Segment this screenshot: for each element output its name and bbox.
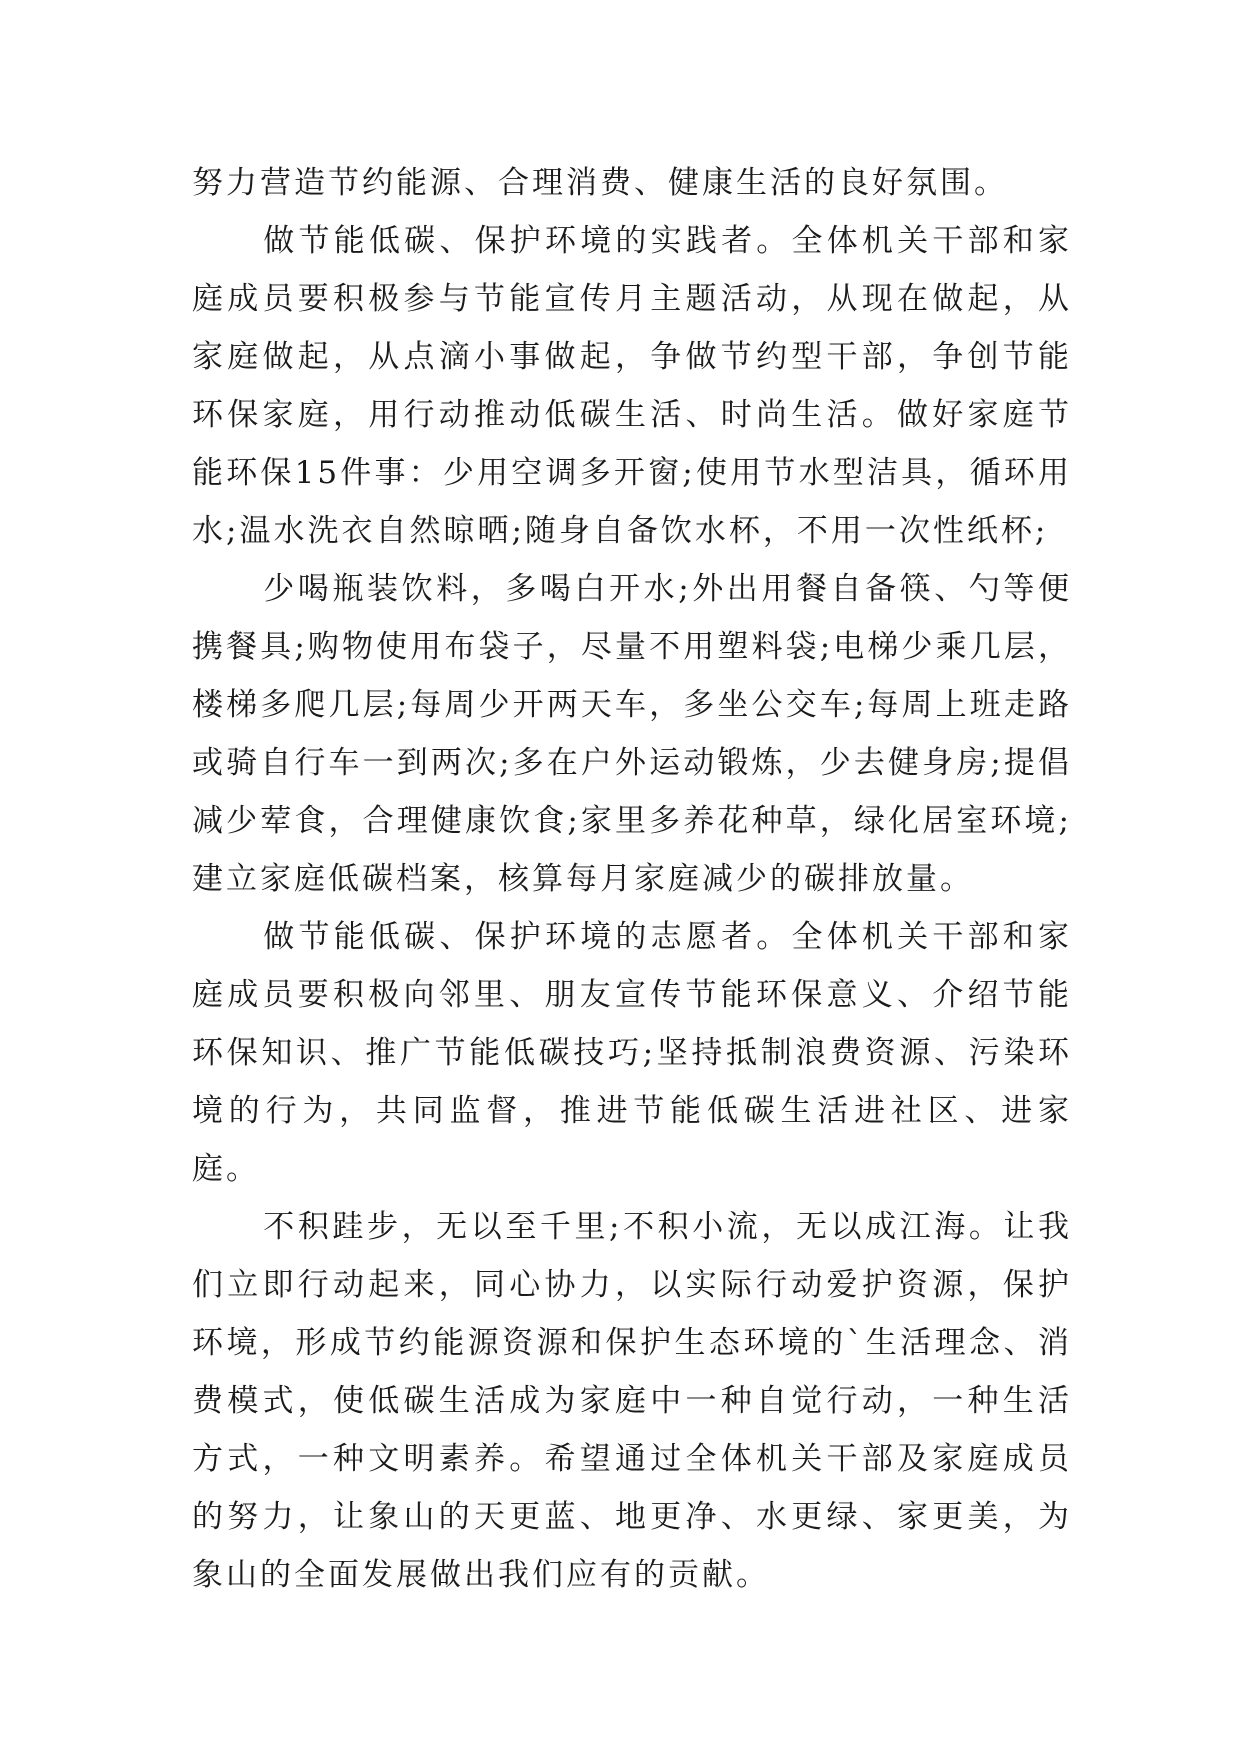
paragraph-4: 做节能低碳、保护环境的志愿者。全体机关干部和家庭成员要积极向邻里、朋友宣传节能环保意义、介绍节能环保知识、推广节能低碳技巧;坚持抵制浪费资源、污染环境的行为，共同监督，推进节能低碳生活进社区、进家庭。 bbox=[192, 919, 1072, 1187]
document-body bbox=[192, 154, 1072, 1604]
paragraph-5: 不积跬步，无以至千里;不积小流，无以成江海。让我们立即行动起来，同心协力，以实际行动爱护资源，保护环境，形成节约能源资源和保护生态环境的`生活理念、消费模式，使低碳生活成为家庭中一种自觉行动，一种生活方式，一种文明素养。希望通过全体机关干部及家庭成员的努力，让象山的天更蓝、地更净、水更绿、家更美，为象山的全面发展做出我们应有的贡献。 bbox=[192, 1209, 1072, 1593]
paragraph-2: 做节能低碳、保护环境的实践者。全体机关干部和家庭成员要积极参与节能宣传月主题活动，从现在做起，从家庭做起，从点滴小事做起，争做节约型干部，争创节能环保家庭，用行动推动低碳生活、时尚生活。做好家庭节能环保15件事：少用空调多开窗;使用节水型洁具，循环用水;温水洗衣自然晾晒;随身自备饮水杯，不用一次性纸杯; bbox=[192, 223, 1072, 549]
paragraph-1: 努力营造节约能源、合理消费、健康生活的良好氛围。 bbox=[192, 165, 1008, 201]
paragraph-3: 少喝瓶装饮料，多喝白开水;外出用餐自备筷、勺等便携餐具;购物使用布袋子，尽量不用塑料袋;电梯少乘几层，楼梯多爬几层;每周少开两天车，多坐公交车;每周上班走路或骑自行车一到两次;多在户外运动锻炼，少去健身房;提倡减少荤食，合理健康饮食;家里多养花种草，绿化居室环境;建立家庭低碳档案，核算每月家庭减少的碳排放量。 bbox=[192, 571, 1072, 897]
